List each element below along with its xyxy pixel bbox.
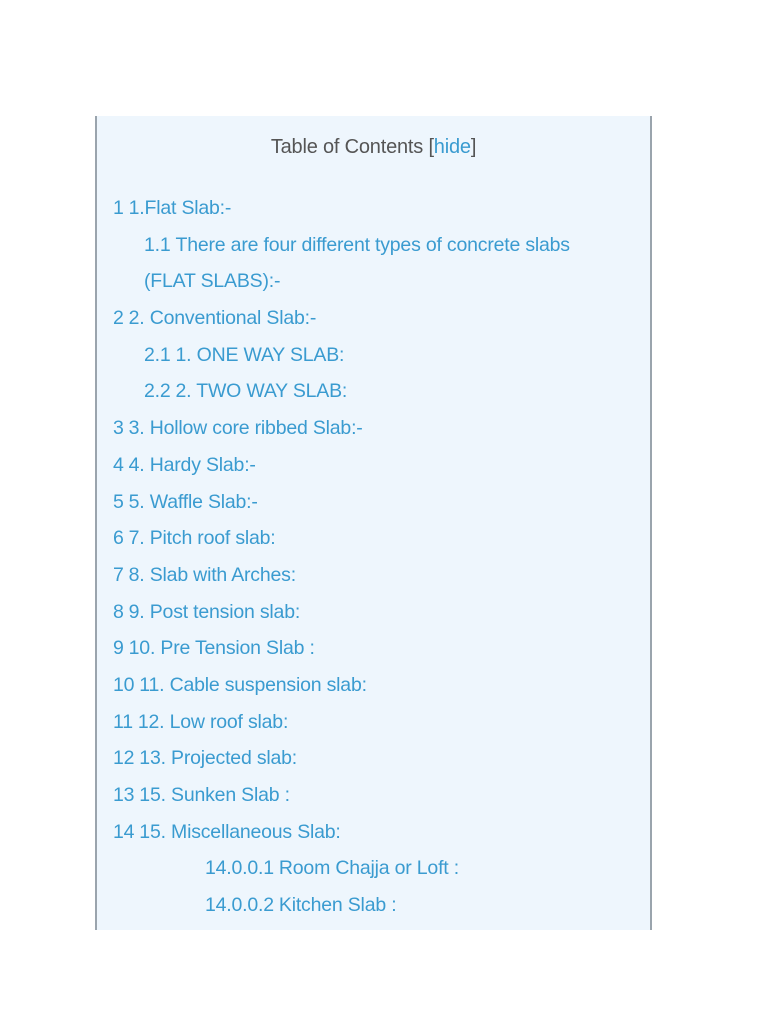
table-of-contents [95,116,652,930]
toc-item[interactable] [97,410,650,447]
toc-item-text: 1.Flat Slab:- [128,197,232,219]
toc-item-text: 5. Waffle Slab:- [128,490,258,513]
toc-item-number: 1.1 [144,233,171,256]
toc-hide-link[interactable]: hide [433,136,471,158]
toc-item-number: 14.0.0.2 [205,894,274,917]
toc-heading: Table of Contents [270,136,424,158]
toc-item-number: 2.1 [144,343,171,366]
toc-item-number: 9 [113,637,124,660]
toc-item-number: 10 [113,673,135,696]
toc-item-text: 9. Post tension slab: [128,600,301,623]
toc-item[interactable] [97,373,650,410]
toc-item-text: 2. TWO WAY SLAB: [175,380,348,403]
toc-item-number: 4 [113,453,124,476]
toc-item[interactable] [97,484,650,521]
toc-item-number: 2 [113,307,124,330]
toc-item[interactable] [97,814,650,851]
toc-item[interactable] [97,447,650,484]
toc-item-number: 2.2 [144,380,171,403]
toc-bracket-close: ] [470,136,477,158]
toc-item-text: 15. Miscellaneous Slab: [139,820,341,843]
toc-item[interactable] [97,777,650,814]
toc-bracket-open: [ [428,136,434,158]
toc-item-text: 12. Low roof slab: [137,710,289,733]
toc-item[interactable] [97,300,650,337]
toc-item[interactable] [97,740,650,777]
toc-title [97,136,650,159]
toc-item-text: Room Chajja or Loft : [278,857,459,880]
toc-item-number: 12 [113,747,135,770]
toc-item[interactable] [97,594,650,631]
toc-item-text: 8. Slab with Arches: [128,563,296,586]
toc-item-continuation[interactable] [97,263,650,300]
toc-item[interactable] [97,667,650,704]
toc-item[interactable] [97,887,650,924]
toc-item-number: 3 [113,417,124,440]
toc-item-text: 7. Pitch roof slab: [128,527,276,550]
toc-item[interactable] [97,227,650,264]
toc-item[interactable] [97,190,650,227]
toc-item[interactable] [97,704,650,741]
toc-item-text: 13. Projected slab: [139,747,298,770]
toc-item-text: 1. ONE WAY SLAB: [175,343,345,366]
toc-item-number: 7 [113,563,124,586]
toc-item-text: 4. Hardy Slab:- [128,453,256,476]
toc-item[interactable] [97,630,650,667]
toc-item[interactable] [97,850,650,887]
toc-item[interactable] [97,337,650,374]
toc-item[interactable] [97,520,650,557]
toc-list [97,190,650,924]
toc-item[interactable] [97,557,650,594]
toc-item-text: 3. Hollow core ribbed Slab:- [128,417,363,440]
toc-item-text: Kitchen Slab : [278,894,397,917]
toc-item-number: 5 [113,490,124,513]
toc-item-text: 2. Conventional Slab:- [128,307,317,330]
toc-item-text: 11. Cable suspension slab: [139,673,367,696]
toc-item-number: 8 [113,600,124,623]
toc-item-number: 11 [113,710,133,733]
toc-item-text: (FLAT SLABS):- [144,270,281,293]
toc-item-text: There are four different types of concrete slabs [175,233,570,256]
toc-item-text: 10. Pre Tension Slab : [128,637,315,660]
toc-item-number: 1 [113,197,124,219]
toc-item-number: 14.0.0.1 [205,857,274,880]
toc-item-text: 15. Sunken Slab : [139,784,290,806]
toc-item-number: 14 [113,820,135,843]
toc-item-number: 6 [113,527,124,550]
toc-item-number: 13 [113,784,135,806]
